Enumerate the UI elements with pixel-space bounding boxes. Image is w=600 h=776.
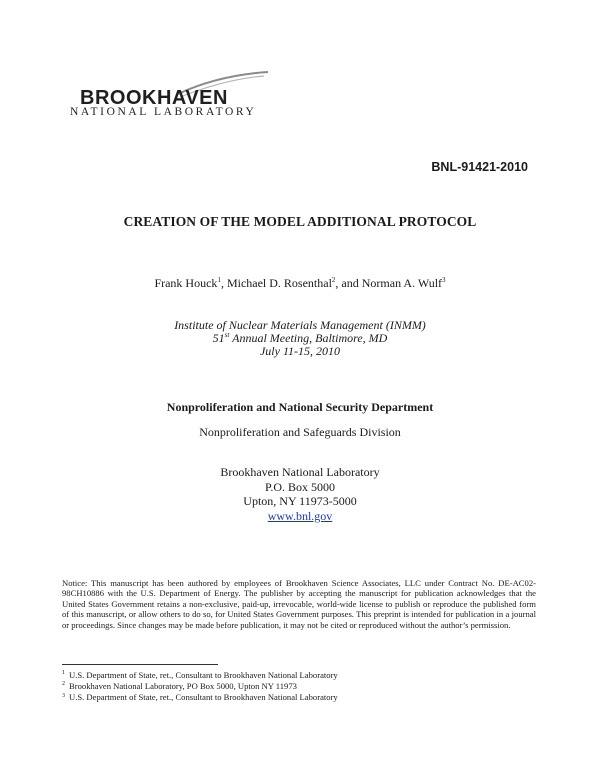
address-block: [0, 465, 600, 523]
department-heading: Nonproliferation and National Security Department: [166, 400, 434, 414]
footnote-divider: [62, 664, 218, 665]
author-footnote-marker: 2: [331, 276, 336, 284]
author-name: Norman A. Wulf: [361, 276, 443, 290]
address-po-box: P.O. Box 5000: [264, 479, 335, 494]
author-separator: , and: [335, 276, 362, 290]
page-title: CREATION OF THE MODEL ADDITIONAL PROTOCOL: [123, 214, 477, 229]
logo-subtitle: NATIONAL LABORATORY: [70, 106, 257, 118]
footnote-item: $^3$ U.S. Department of State, ret., Consultant to Brookhaven National Laboratory: [62, 692, 338, 703]
conference-meeting: 51st Annual Meeting, Baltimore, MD: [212, 331, 388, 345]
report-number: BNL-91421-2010: [431, 160, 528, 174]
conference-organization: Institute of Nuclear Materials Management (INMM): [174, 318, 426, 332]
conference-info: [0, 319, 600, 358]
footnote-item: $^1$ U.S. Department of State, ret., Consultant to Brookhaven National Laboratory: [62, 670, 338, 680]
author-name: Frank Houck: [154, 276, 218, 290]
author-list: [0, 276, 600, 291]
author-name: Michael D. Rosenthal: [226, 276, 332, 290]
footnote-item: $^2$ Brookhaven National Laboratory, PO Box 5000, Upton NY 11973: [62, 681, 297, 692]
conference-dates: July 11-15, 2010: [259, 344, 341, 358]
address-city: Upton, NY 11973-5000: [243, 494, 357, 508]
author-footnote-marker: 3: [442, 276, 446, 284]
author-separator: ,: [220, 276, 227, 290]
address-organization: Brookhaven National Laboratory: [220, 465, 380, 479]
division-heading: Nonproliferation and Safeguards Division: [199, 425, 401, 439]
logo-name: BROOKHAVEN: [80, 87, 228, 109]
footnote-list: [62, 670, 338, 704]
brookhaven-logo: [68, 70, 278, 130]
website-link[interactable]: www.bnl.gov: [267, 508, 333, 523]
author-footnote-marker: 1: [217, 276, 221, 284]
copyright-notice: Notice: This manuscript has been authored by employees of Brookhaven Science Associates, LLC under Contract No. DE-AC02-98CH10886 with the U.S. Department of Energy. The publisher by accepting the manuscript for publication acknowledges that the United States Government retains a non-exclusive, paid-up, irrevocable, world-wide license to publish or reproduce the published form of this manuscript, or allow others to do so, for United States Government purposes. This preprint is intended for publication in a journal or proceedings. Since changes may be made before publication, it may not be cited or reproduced without the author’s permission.: [62, 578, 536, 630]
